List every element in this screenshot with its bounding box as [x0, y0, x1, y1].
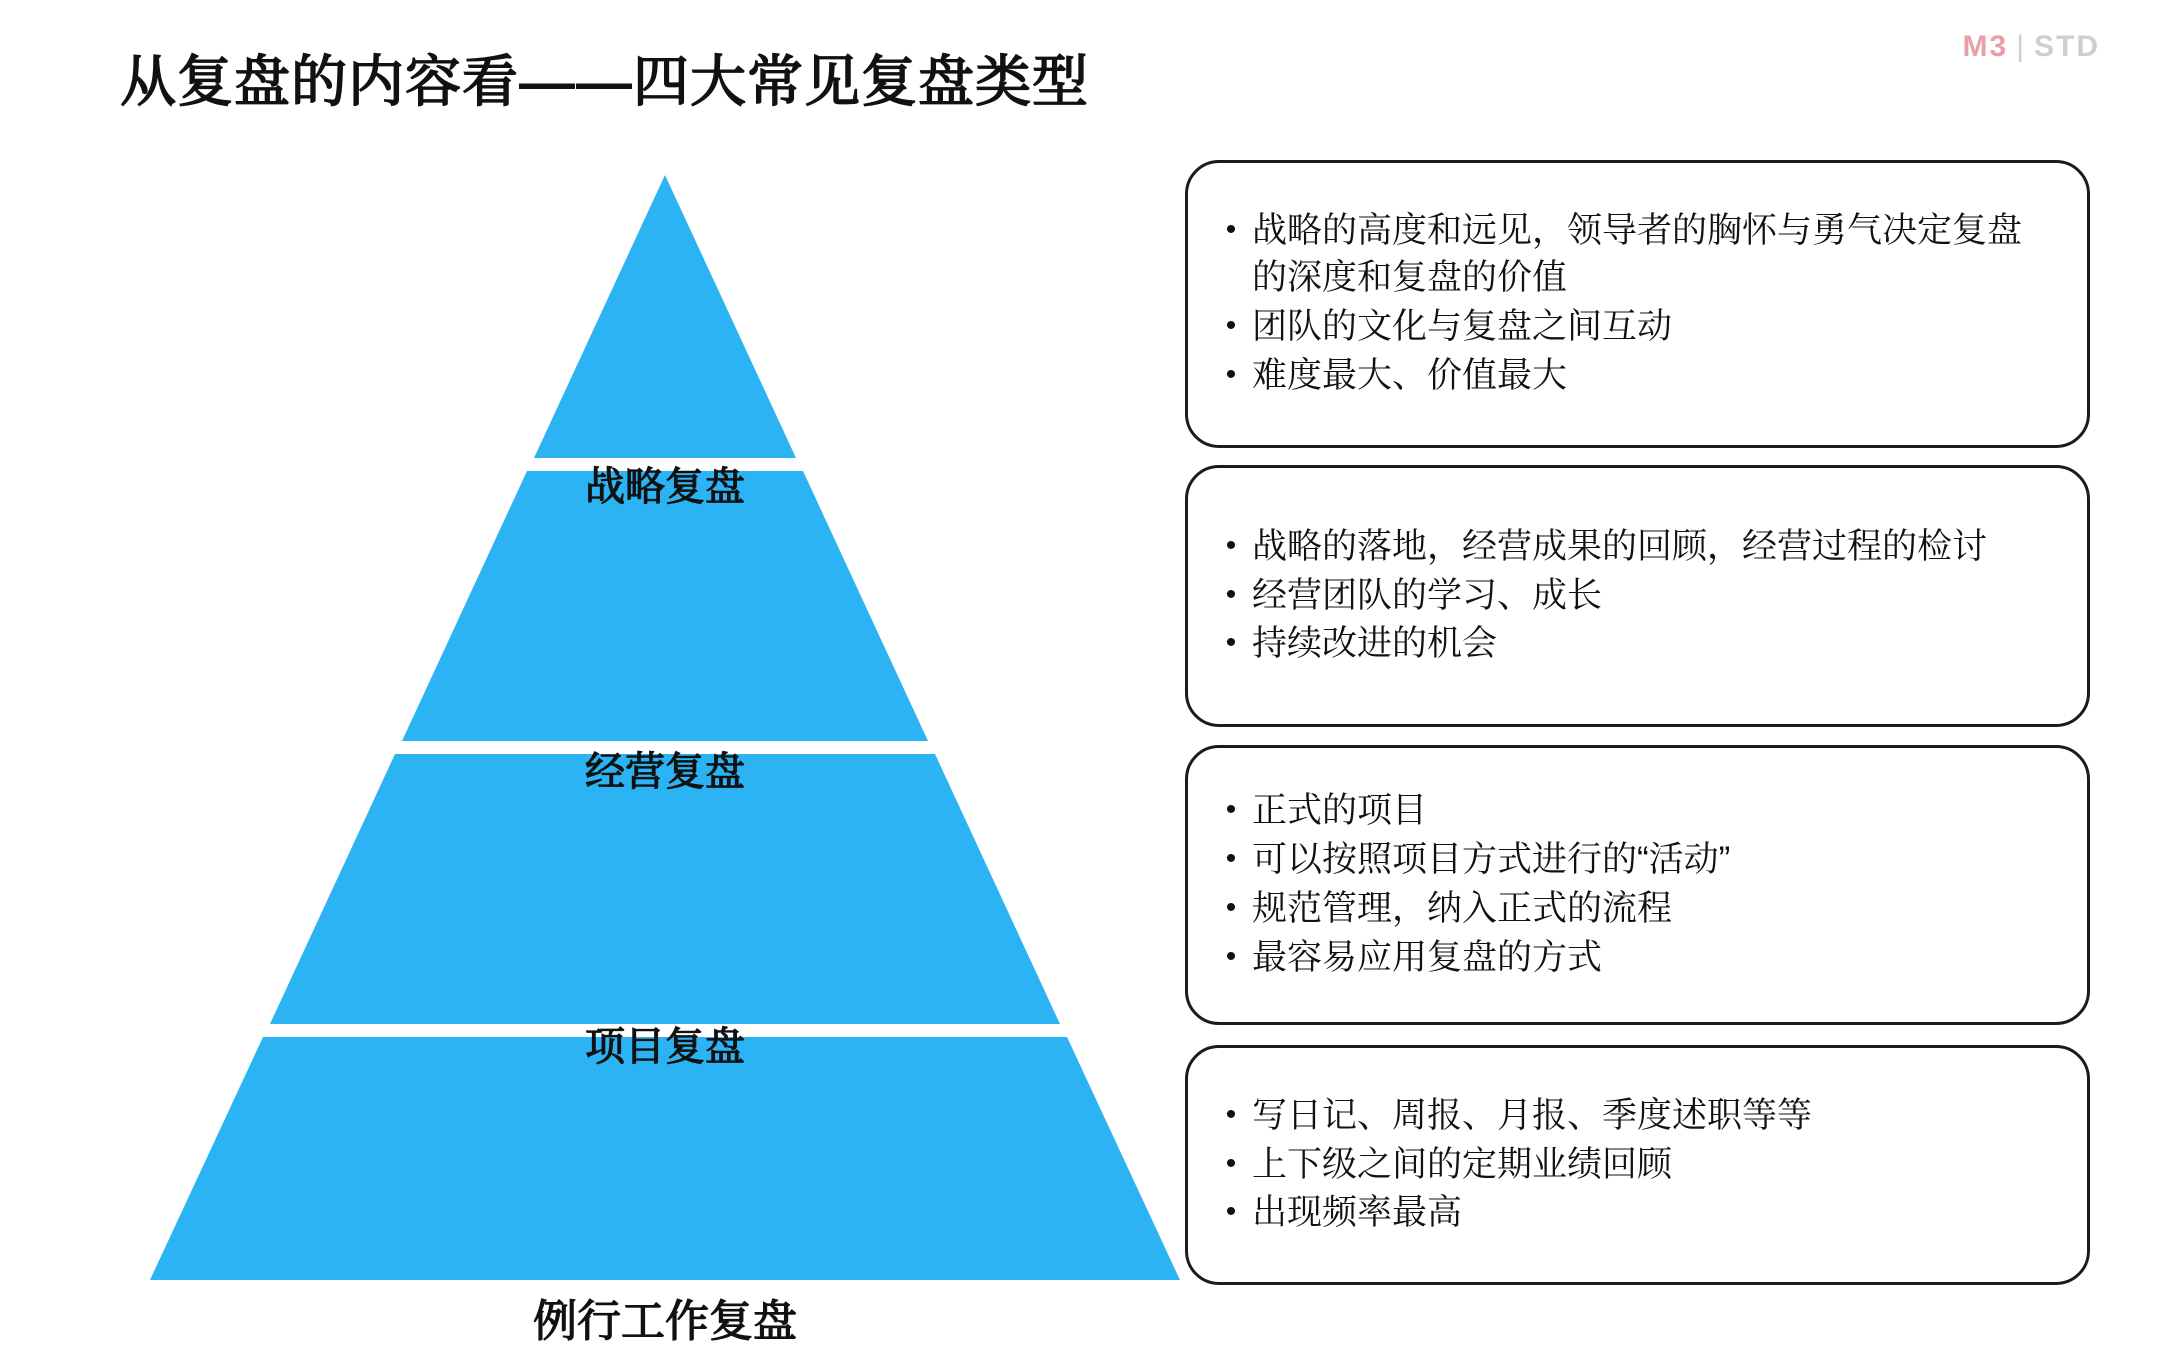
logo-text-std: STD — [2034, 30, 2100, 63]
bullet-icon: • — [1225, 891, 1237, 924]
list-item — [1210, 621, 2053, 668]
pyramid-shape — [150, 175, 1180, 1280]
list-item — [1210, 788, 2053, 835]
list-item-text: 可以按照项目方式进行的“活动” — [1252, 840, 1731, 880]
list-item — [1210, 1142, 2053, 1189]
callout-list — [1210, 1091, 2053, 1240]
pyramid-tier-4-label: 例行工作复盘 — [533, 1297, 797, 1346]
bullet-icon: • — [1225, 357, 1237, 391]
list-item-text: 写日记、周报、月报、季度述职等等 — [1252, 1095, 1813, 1135]
list-item-text: 难度最大、价值最大 — [1252, 355, 1568, 395]
callout-list — [1210, 206, 2053, 402]
bullet-icon: • — [1225, 793, 1237, 827]
callout-box-strategy — [1185, 160, 2090, 448]
list-item-text: 经营团队的学习、成长 — [1252, 575, 1603, 615]
callout-box-operations — [1185, 465, 2090, 727]
bullet-icon: • — [1225, 577, 1237, 611]
bullet-icon: • — [1225, 1097, 1237, 1131]
pyramid-tier-1-label: 战略复盘 — [585, 465, 745, 509]
page-title: 从复盘的内容看——四大常见复盘类型 — [120, 50, 1089, 113]
list-item-text: 战略的落地，经营成果的回顾，经营过程的检讨 — [1252, 526, 1988, 566]
list-item — [1210, 524, 2053, 571]
pyramid-diagram — [150, 175, 1180, 1346]
pyramid-tier-4[interactable] — [150, 1037, 1180, 1280]
pyramid-tier-1[interactable] — [534, 175, 796, 458]
bullet-icon: • — [1225, 213, 1237, 247]
list-item — [1210, 837, 2053, 884]
logo-divider: | — [2016, 30, 2026, 63]
brand-logo — [1963, 30, 2100, 64]
list-item — [1210, 1190, 2053, 1237]
list-item-text: 上下级之间的定期业绩回顾 — [1252, 1144, 1673, 1184]
bullet-icon: • — [1225, 1195, 1237, 1229]
callout-list — [1210, 786, 2053, 984]
bullet-icon: • — [1225, 626, 1237, 660]
list-item-text: 团队的文化与复盘之间互动 — [1252, 307, 1673, 346]
callout-box-routine — [1185, 1045, 2090, 1285]
bullet-icon: • — [1225, 309, 1237, 342]
list-item — [1210, 886, 2053, 933]
list-item-text: 正式的项目 — [1252, 791, 1428, 831]
callout-list — [1210, 522, 2053, 671]
list-item-text: 战略的高度和远见，领导者的胸怀与勇气决定复盘的深度和复盘的价值 — [1252, 211, 2023, 298]
list-item — [1210, 208, 2053, 302]
callout-box-project — [1185, 745, 2090, 1025]
list-item — [1210, 935, 2053, 982]
list-item-text: 出现频率最高 — [1252, 1193, 1463, 1233]
bullet-icon: • — [1225, 528, 1237, 562]
list-item-text: 最容易应用复盘的方式 — [1252, 937, 1603, 977]
list-item — [1210, 1093, 2053, 1140]
list-item — [1210, 573, 2053, 620]
list-item — [1210, 304, 2053, 351]
pyramid-tier-2-label: 经营复盘 — [585, 750, 745, 794]
logo-text-m3: M3 — [1962, 30, 2009, 63]
bullet-icon: • — [1225, 842, 1237, 876]
pyramid-tier-3-label: 项目复盘 — [585, 1025, 745, 1069]
list-item — [1210, 353, 2053, 400]
list-item-text: 规范管理，纳入正式的流程 — [1252, 889, 1673, 928]
bullet-icon: • — [1225, 939, 1237, 973]
list-item-text: 持续改进的机会 — [1252, 624, 1498, 664]
bullet-icon: • — [1225, 1146, 1237, 1180]
